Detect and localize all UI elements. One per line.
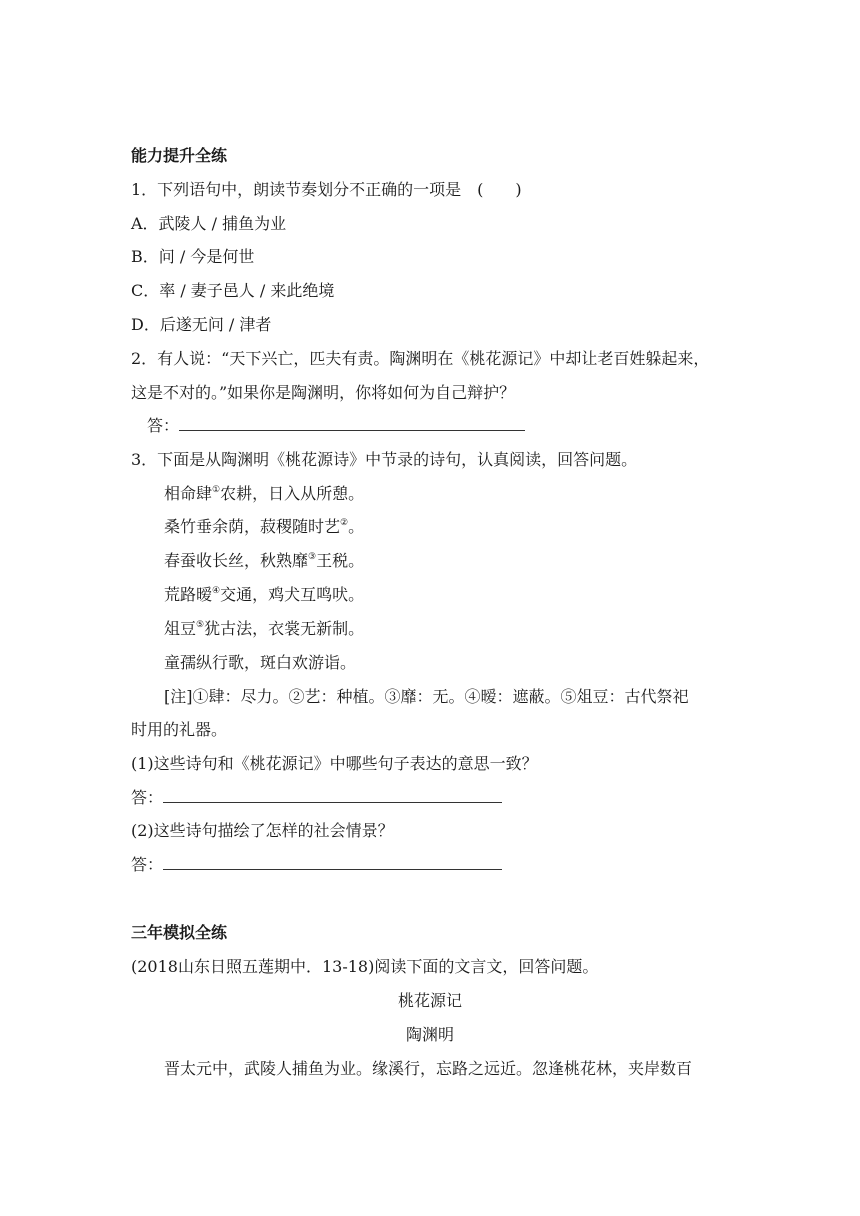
poem-line: 春蚕收长丝，秋熟靡③王税。 [164, 551, 365, 570]
passage-title: 桃花源记 [397, 991, 462, 1010]
answer-blank[interactable] [163, 855, 502, 870]
question-2-answer-row [147, 415, 525, 437]
question-1-option-c: C．率 / 妻子邑人 / 来此绝境 [131, 281, 335, 300]
footnote-marker: ② [340, 518, 349, 528]
footnote-marker: ④ [212, 586, 221, 596]
poem-line: 相命肆①农耕，日入从所憩。 [164, 484, 365, 503]
question-1-option-b: B．问 / 今是何世 [131, 247, 255, 266]
question-2-line-1: 2．有人说：“天下兴亡，匹夫有责。陶渊明在《桃花源记》中却让老百姓躲起来， [131, 349, 710, 368]
question-1-stem: 1．下列语句中，朗读节奏划分不正确的一项是 ( ) [131, 180, 522, 199]
question-1-option-a: A．武陵人 / 捕鱼为业 [131, 214, 287, 233]
question-3-sub-2: (2)这些诗句描绘了怎样的社会情景？ [131, 821, 394, 840]
poem-notes-line-1: [注]①肆：尽力。②艺：种植。③靡：无。④暧：遮蔽。⑤俎豆：古代祭祀 [164, 687, 689, 706]
passage-author: 陶渊明 [405, 1025, 454, 1044]
footnote-marker: ① [212, 485, 221, 495]
poem-line: 桑竹垂余荫，菽稷随时艺②。 [164, 517, 365, 536]
question-3-sub-2-answer-row [131, 854, 502, 876]
passage-body-line-1: 晋太元中，武陵人捕鱼为业。缘溪行，忘路之远近。忽逢桃花林，夹岸数百 [164, 1059, 693, 1078]
answer-blank[interactable] [163, 788, 502, 803]
section-heading-ability: 能力提升全练 [131, 146, 228, 165]
answer-label: 答： [131, 788, 164, 807]
question-2-line-2: 这是不对的。”如果你是陶渊明，你将如何为自己辩护？ [131, 383, 516, 402]
footnote-marker: ⑤ [196, 620, 205, 630]
answer-label: 答： [131, 855, 164, 874]
question-3-sub-1: (1)这些诗句和《桃花源记》中哪些句子表达的意思一致？ [131, 754, 538, 773]
poem-notes-line-2: 时用的礼器。 [131, 720, 228, 739]
poem-line: 荒路暧④交通，鸡犬互鸣吠。 [164, 585, 365, 604]
question-3-sub-1-answer-row [131, 787, 502, 809]
answer-label: 答： [147, 416, 180, 435]
question-1-option-d: D．后遂无问 / 津者 [131, 315, 272, 334]
poem-line: 俎豆⑤犹古法，衣裳无新制。 [164, 619, 365, 638]
section-heading-mock: 三年模拟全练 [131, 923, 228, 942]
poem-line: 童孺纵行歌，斑白欢游诣。 [164, 653, 357, 672]
answer-blank[interactable] [179, 416, 525, 431]
question-3-stem: 3．下面是从陶渊明《桃花源诗》中节录的诗句，认真阅读，回答问题。 [131, 450, 638, 469]
footnote-marker: ③ [308, 552, 317, 562]
passage-intro: (2018山东日照五莲期中．13-18)阅读下面的文言文，回答问题。 [131, 957, 599, 976]
